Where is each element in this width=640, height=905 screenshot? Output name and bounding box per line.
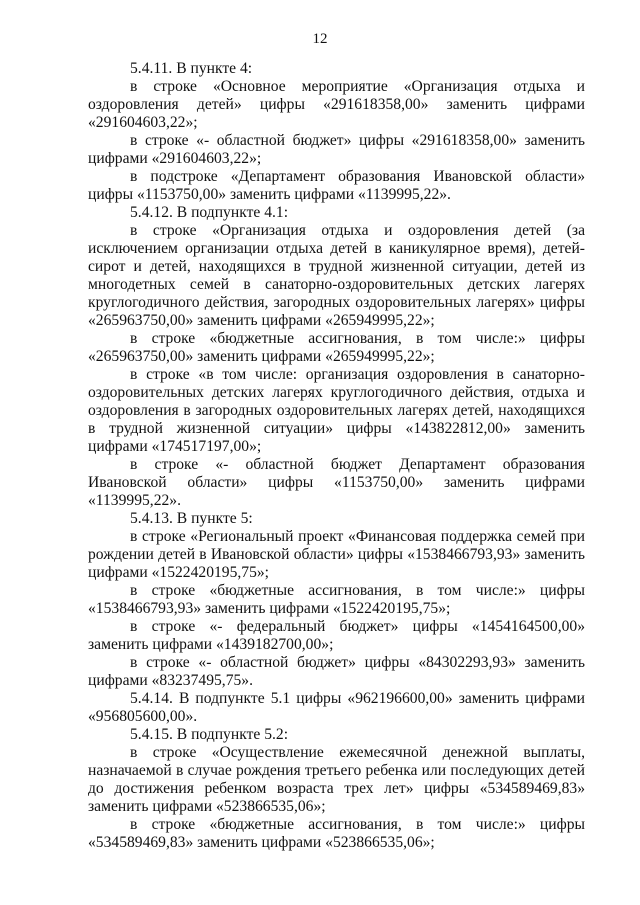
- paragraph: в строке «бюджетные ассигнования, в том числе:» цифры «534589469,83» заменить цифрами «523866535,06»;: [88, 816, 585, 851]
- paragraph: в строке «- областной бюджет Департамент образования Ивановской области» цифры «1153750,00» заменить цифрами «1139995,22».: [88, 456, 585, 509]
- section-heading: 5.4.13. В пункте 5:: [130, 510, 253, 527]
- paragraph: в строке «Организация отдыха и оздоровления детей (за исключением организации отдыха детей в каникулярное время), детей-сирот и детей, находящихся в трудной жизненной ситуации, детей из многодетных семей в санаторно-оздоровительных детских лагерях круглогодичного действия, загородных оздоровительных лагерях» цифры «265963750,00» заменить цифрами «265949995,22»;: [88, 222, 585, 329]
- paragraph: в строке «Региональный проект «Финансовая поддержка семей при рождении детей в Ивановской области» цифры «1538466793,93» заменить цифрами «1522420195,75»;: [88, 528, 585, 581]
- paragraph: в строке «бюджетные ассигнования, в том числе:» цифры «265963750,00» заменить цифрами «265949995,22»;: [88, 330, 585, 365]
- section-heading: 5.4.15. В подпункте 5.2:: [130, 726, 289, 743]
- section-heading: 5.4.12. В подпункте 4.1:: [130, 204, 289, 221]
- page-number: 12: [312, 31, 328, 47]
- paragraph: в строке «Осуществление ежемесячной денежной выплаты, назначаемой в случае рождения третьего ребенка или последующих детей до достижения ребенком возраста трех лет» цифры «534589469,83» заменить цифрами «523866535,06»;: [88, 744, 585, 815]
- paragraph: в строке «- федеральный бюджет» цифры «1454164500,00» заменить цифрами «1439182700,00»;: [88, 618, 585, 653]
- paragraph: в строке «- областной бюджет» цифры «291618358,00» заменить цифрами «291604603,22»;: [88, 132, 585, 167]
- paragraph: в подстроке «Департамент образования Ивановской области» цифры «1153750,00» заменить цифрами «1139995,22».: [88, 168, 585, 203]
- section-heading: 5.4.14. В подпункте 5.1 цифры «962196600,00» заменить цифрами «956805600,00».: [88, 690, 585, 725]
- paragraph: в строке «- областной бюджет» цифры «84302293,93» заменить цифрами «83237495,75».: [88, 654, 585, 689]
- paragraph: в строке «бюджетные ассигнования, в том числе:» цифры «1538466793,93» заменить цифрами «1522420195,75»;: [88, 582, 585, 617]
- paragraph: в строке «в том числе: организация оздоровления в санаторно-оздоровительных детских лагерях круглогодичного действия, отдыха и оздоровления в загородных оздоровительных лагерях детей, находящихся в трудной жизненной ситуации» цифры «143822812,00» заменить цифрами «174517197,00»;: [88, 366, 585, 455]
- paragraph: в строке «Основное мероприятие «Организация отдыха и оздоровления детей» цифры «291618358,00» заменить цифрами «291604603,22»;: [88, 78, 585, 131]
- document-body: [88, 60, 585, 852]
- section-heading: 5.4.11. В пункте 4:: [130, 60, 253, 77]
